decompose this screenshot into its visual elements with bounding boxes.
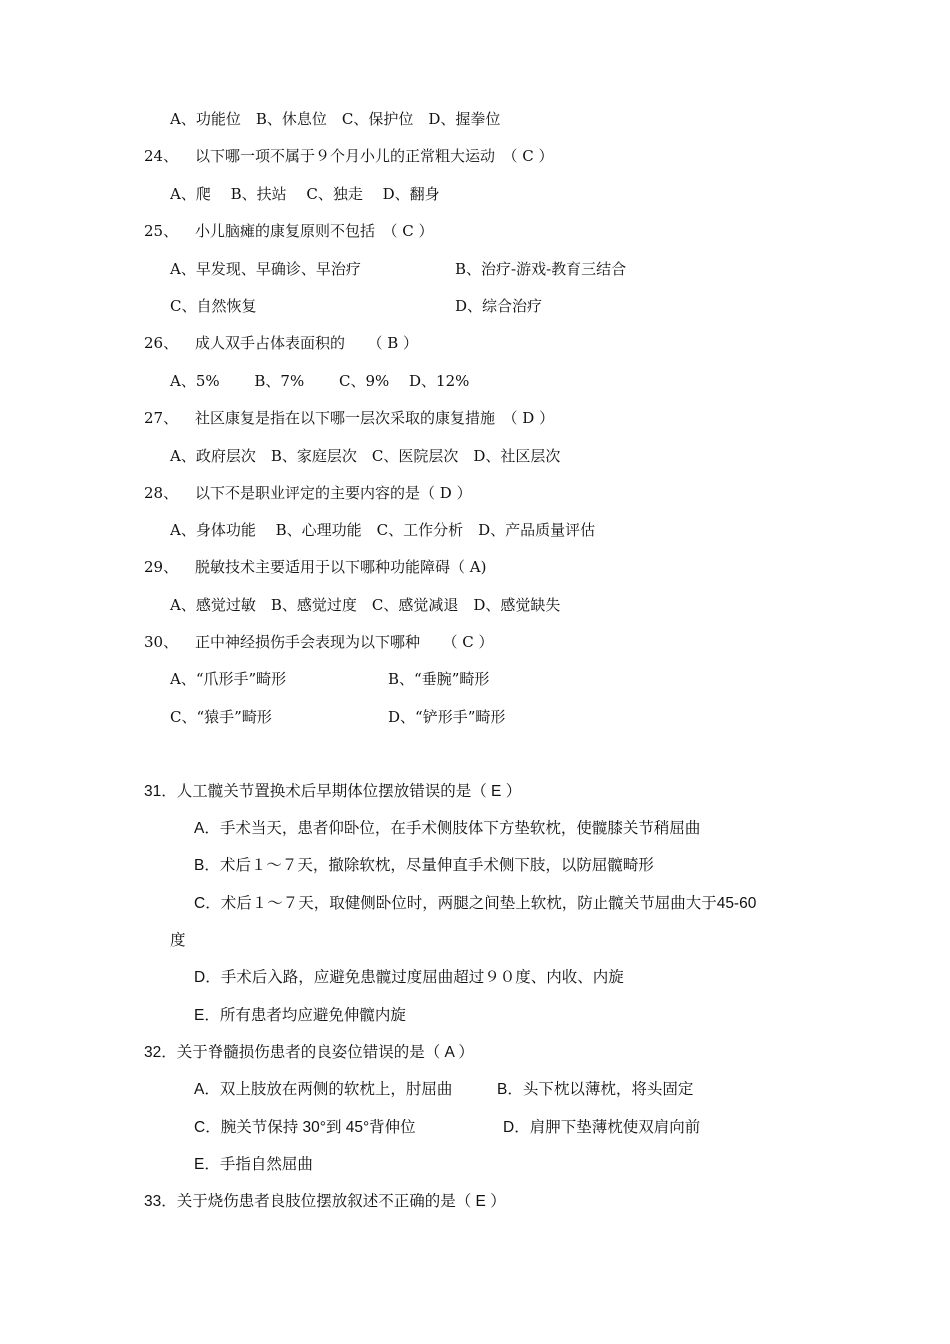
q28-stem: 以下不是职业评定的主要内容的是（ D ） bbox=[195, 484, 472, 502]
q30-option-c: C、“猿手”畸形 bbox=[170, 708, 272, 726]
q27-stem: 社区康复是指在以下哪一层次采取的康复措施 （ D ） bbox=[195, 409, 555, 427]
q25-option-d: D、综合治疗 bbox=[455, 297, 543, 315]
q24-number: 24、 bbox=[144, 147, 179, 165]
q24-stem: 以下哪一项不属于９个月小儿的正常粗大运动 （ C ） bbox=[195, 147, 554, 165]
q31-option-e: E．所有患者均应避免伸髋内旋 bbox=[194, 1007, 406, 1024]
q30-stem: 正中神经损伤手会表现为以下哪种 （ C ） bbox=[195, 633, 494, 651]
q32-stem: 32．关于脊髓损伤患者的良姿位错误的是（ A ） bbox=[144, 1044, 474, 1061]
q32-option-c: C．腕关节保持 30°到 45°背伸位 bbox=[194, 1119, 416, 1136]
q29-number: 29、 bbox=[144, 558, 179, 576]
q26-options: A、5% B、7% C、9% D、12% bbox=[170, 372, 470, 390]
q32-option-a: A．双上肢放在两侧的软枕上，肘屈曲 bbox=[194, 1081, 453, 1098]
q29-stem: 脱敏技术主要适用于以下哪种功能障碍（ A) bbox=[195, 558, 487, 576]
q27-number: 27、 bbox=[144, 409, 179, 427]
q30-option-a: A、“爪形手”畸形 bbox=[170, 670, 287, 688]
q28-options: A、身体功能 B、心理功能 C、工作分析 D、产品质量评估 bbox=[170, 521, 596, 539]
q28-number: 28、 bbox=[144, 484, 179, 502]
q25-option-a: A、早发现、早确诊、早治疗 bbox=[170, 260, 361, 278]
q32-option-e: E．手指自然屈曲 bbox=[194, 1156, 313, 1173]
q30-number: 30、 bbox=[144, 633, 179, 651]
q32-option-d: D．肩胛下垫薄枕使双肩向前 bbox=[503, 1119, 701, 1136]
q31-option-b: B．术后１～７天，撤除软枕，尽量伸直手术侧下肢，以防屈髋畸形 bbox=[194, 857, 654, 874]
q24-options: A、爬 B、扶站 C、独走 D、翻身 bbox=[170, 185, 440, 203]
q30-option-b: B、“垂腕”畸形 bbox=[388, 670, 490, 688]
q31-option-a: A．手术当天，患者仰卧位，在手术侧肢体下方垫软枕，使髋膝关节稍屈曲 bbox=[194, 820, 701, 837]
q25-option-c: C、自然恢复 bbox=[170, 297, 257, 315]
q29-options: A、感觉过敏 B、感觉过度 C、感觉减退 D、感觉缺失 bbox=[170, 596, 561, 614]
q23-options: A、功能位 B、休息位 C、保护位 D、握拳位 bbox=[170, 110, 501, 128]
q26-number: 26、 bbox=[144, 334, 179, 352]
q25-option-b: B、治疗-游戏-教育三结合 bbox=[455, 260, 627, 278]
q27-options: A、政府层次 B、家庭层次 C、医院层次 D、社区层次 bbox=[170, 447, 561, 465]
q25-stem: 小儿脑瘫的康复原则不包括 （ C ） bbox=[195, 222, 434, 240]
q25-number: 25、 bbox=[144, 222, 179, 240]
q31-stem: 31．人工髋关节置换术后早期体位摆放错误的是（ E ） bbox=[144, 783, 522, 800]
q26-stem: 成人双手占体表面积的 （ B ） bbox=[195, 334, 419, 352]
q31-option-d: D．手术后入路，应避免患髋过度屈曲超过９０度、内收、内旋 bbox=[194, 969, 624, 986]
q33-stem: 33．关于烧伤患者良肢位摆放叙述不正确的是（ E ） bbox=[144, 1193, 506, 1210]
q31-option-c-continued: 度 bbox=[170, 932, 186, 949]
q32-option-b: B．头下枕以薄枕，将头固定 bbox=[497, 1081, 694, 1098]
q30-option-d: D、“铲形手”畸形 bbox=[388, 708, 506, 726]
q31-option-c: C．术后１～７天，取健侧卧位时，两腿之间垫上软枕，防止髋关节屈曲大于45-60 bbox=[194, 895, 757, 912]
